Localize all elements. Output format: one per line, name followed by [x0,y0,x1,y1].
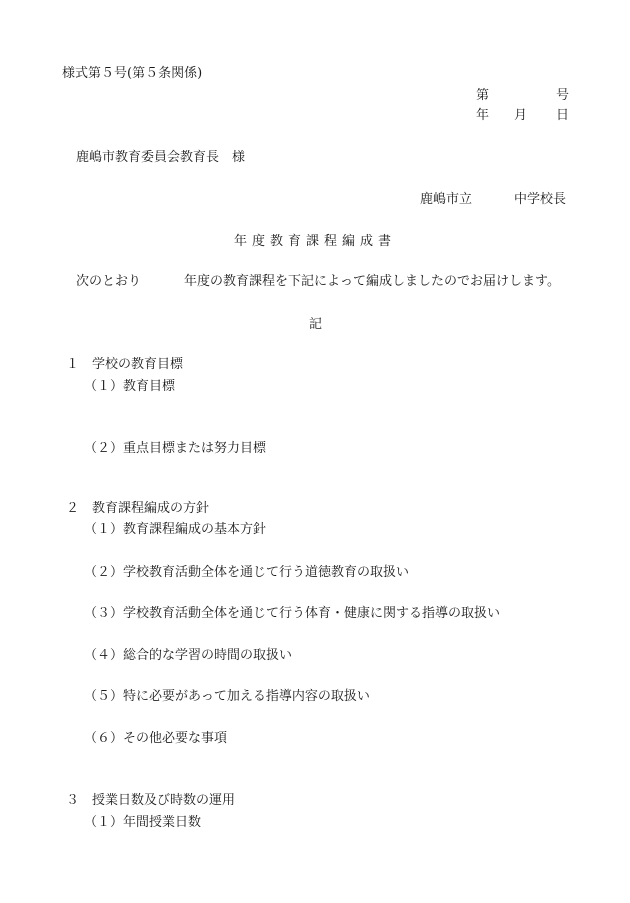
intro-part1: 次のとおり [76,274,142,289]
ki-mark: 記 [309,317,323,332]
list-item: （２）重点目標または努力目標 [84,441,267,456]
list-item: （１）教育目標 [84,379,176,394]
section-heading: ３ 授業日数及び時数の運用 [66,793,236,808]
form-number: 様式第５号(第５条関係) [62,66,203,81]
section-heading: ２ 教育課程編成の方針 [66,501,210,516]
number-prefix: 第 [476,88,490,103]
list-item: （４）総合的な学習の時間の取扱い [84,648,293,663]
number-suffix: 号 [556,88,570,103]
intro-part2: 年度の教育課程を下記によって編成しましたのでお届けします。 [184,274,560,289]
list-item: （３）学校教育活動全体を通じて行う体育・健康に関する指導の取扱い [84,606,501,621]
sender-suffix: 中学校長 [514,192,567,207]
document-title: 年度教育課程編成書 [234,234,397,249]
date-year: 年 [476,108,490,123]
list-item: （１）年間授業日数 [84,815,202,830]
sender-prefix: 鹿嶋市立 [420,192,473,207]
list-item: （５）特に必要があって加える指導内容の取扱い [84,689,370,704]
addressee: 鹿嶋市教育委員会教育長 様 [76,150,246,165]
date-month: 月 [514,108,528,123]
section-heading: １ 学校の教育目標 [66,357,184,372]
list-item: （６）その他必要な事項 [84,731,228,746]
list-item: （２）学校教育活動全体を通じて行う道徳教育の取扱い [84,565,410,580]
list-item: （１）教育課程編成の基本方針 [84,522,267,537]
date-day: 日 [556,108,570,123]
